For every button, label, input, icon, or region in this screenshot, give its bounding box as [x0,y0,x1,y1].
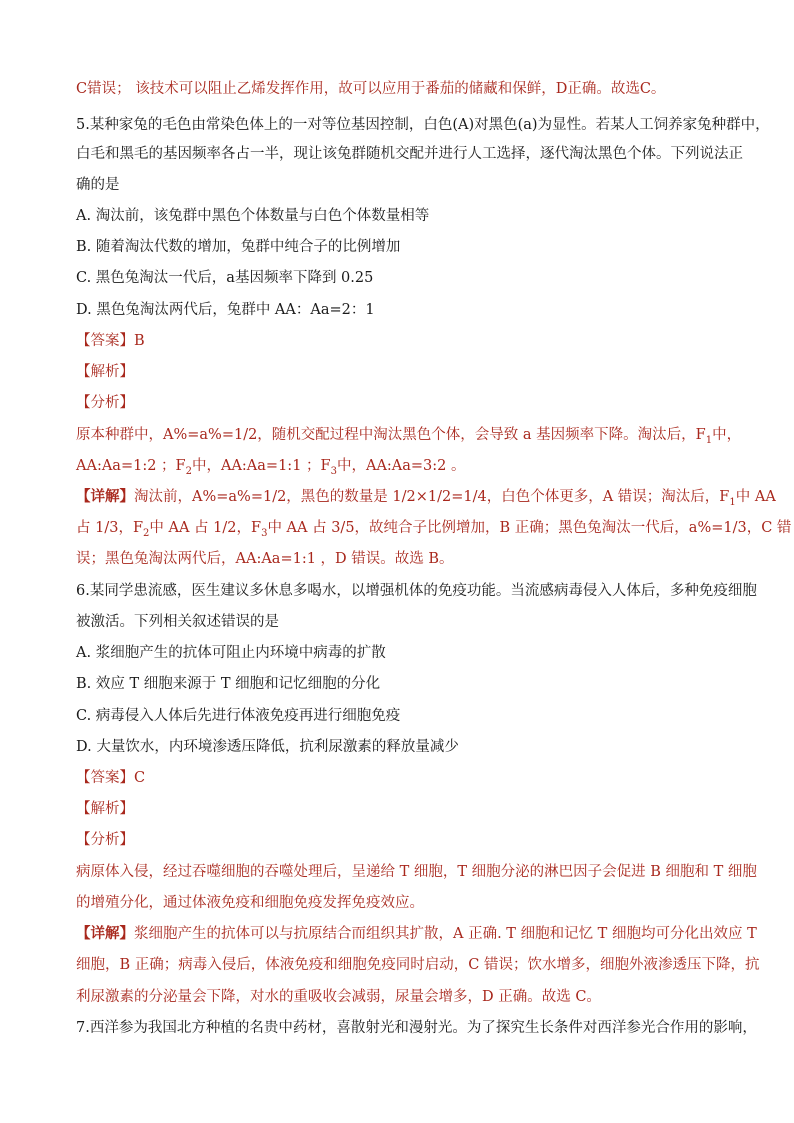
subscript: 1 [705,434,713,446]
text-line: 误；黑色兔淘汰两代后，AA:Aa=1:1 ，D 错误。故选 B。 [76,551,454,567]
text-line: 的增殖分化，通过体液免疫和细胞免疫发挥免疫效应。 [76,895,424,911]
option-d: D. 大量饮水，内环境渗透压降低，抗利尿激素的释放量减少 [76,739,459,755]
text-line [76,425,741,445]
text-line: 被激活。下列相关叙述错误的是 [76,614,279,630]
text-span: 浆细胞产生的抗体可以与抗原结合而组织其扩散，A 正确. T 细胞和记忆 T 细胞均可分化出效应 T [134,926,757,942]
answer-label: 【答案】C [76,770,146,786]
subscript: 2 [143,527,150,539]
text-line [76,487,776,507]
text-line: 利尿激素的分泌量会下降，对水的重吸收会减弱，尿量会增多，D 正确。故选 C。 [76,989,601,1005]
text-line: 细胞，B 正确；病毒入侵后，体液免疫和细胞免疫同时启动，C 错误；饮水增多，细胞外液渗透压下降，抗 [76,957,760,973]
text-span: 中，AA:Aa=1:1 ；F [191,458,331,474]
text-span: 中，AA:Aa=3:2 。 [336,458,466,474]
text-line: C错误； 该技术可以阻止乙烯发挥作用，故可以应用于番茄的储藏和保鲜，D正确。故选C。 [76,81,666,97]
text-line [76,924,757,944]
question-7-stem: 7.西洋参为我国北方种植的名贵中药材，喜散射光和漫射光。为了探究生长条件对西洋参光合作用的影响， [76,1020,757,1036]
text-span: 原本种群中，A%=a%=1/2，随机交配过程中淘汰黑色个体，会导致 a 基因频率下降。淘汰后，F [76,427,706,443]
option-a: A. 浆细胞产生的抗体可阻止内环境中病毒的扩散 [76,645,386,661]
text-span: AA:Aa=1:2 ；F [76,458,186,474]
analysis-label: 【分析】 [76,395,134,411]
option-d: D. 黑色兔淘汰两代后，兔群中 AA：Aa=2：1 [76,302,375,318]
option-c: C. 病毒侵入人体后先进行体液免疫再进行细胞免疫 [76,708,401,724]
option-b: B. 随着淘汰代数的增加，兔群中纯合子的比例增加 [76,239,401,255]
detail-label: 【详解】 [76,925,134,942]
subscript: 3 [261,527,268,539]
option-b: B. 效应 T 细胞来源于 T 细胞和记忆细胞的分化 [76,676,381,692]
subscript: 2 [185,465,192,477]
explanation-label: 【解析】 [76,801,134,817]
subscript: 3 [330,465,337,477]
analysis-label: 【分析】 [76,832,134,848]
text-span: 中 AA 占 3/5，故纯合子比例增加，B 正确；黑色兔淘汰一代后，a%=1/3，C 错 [267,520,792,536]
text-span: 中 AA [735,489,776,505]
answer-label: 【答案】B [76,333,145,349]
text-span: 淘汰前，A%=a%=1/2，黑色的数量是 1/2×1/2=1/4，白色个体更多，A 错误；淘汰后，F [134,489,730,505]
text-line: 白毛和黑毛的基因频率各占一半，现让该兔群随机交配并进行人工选择，逐代淘汰黑色个体。下列说法正 [76,146,743,162]
text-line [76,518,791,538]
text-span: 中， [712,427,742,443]
text-span: 占 1/3，F [76,520,144,536]
detail-label: 【详解】 [76,488,134,505]
text-line [76,456,466,476]
subscript: 1 [729,496,736,508]
question-6-stem: 6.某同学患流感，医生建议多休息多喝水，以增强机体的免疫功能。当流感病毒侵入人体后，多种免疫细胞 [76,583,757,599]
text-span: 中 AA 占 1/2，F [149,520,262,536]
text-line: 确的是 [76,177,120,193]
text-line: 病原体入侵，经过吞噬细胞的吞噬处理后，呈递给 T 细胞，T 细胞分泌的淋巴因子会促进 B 细胞和 T 细胞 [76,864,757,880]
option-c: C. 黑色兔淘汰一代后，a基因频率下降到 0.25 [76,270,374,286]
question-5-stem: 5.某种家兔的毛色由常染色体上的一对等位基因控制，白色(A)对黑色(a)为显性。若某人工饲养家兔种群中， [76,117,770,133]
explanation-label: 【解析】 [76,364,134,380]
option-a: A. 淘汰前，该兔群中黑色个体数量与白色个体数量相等 [76,208,430,224]
